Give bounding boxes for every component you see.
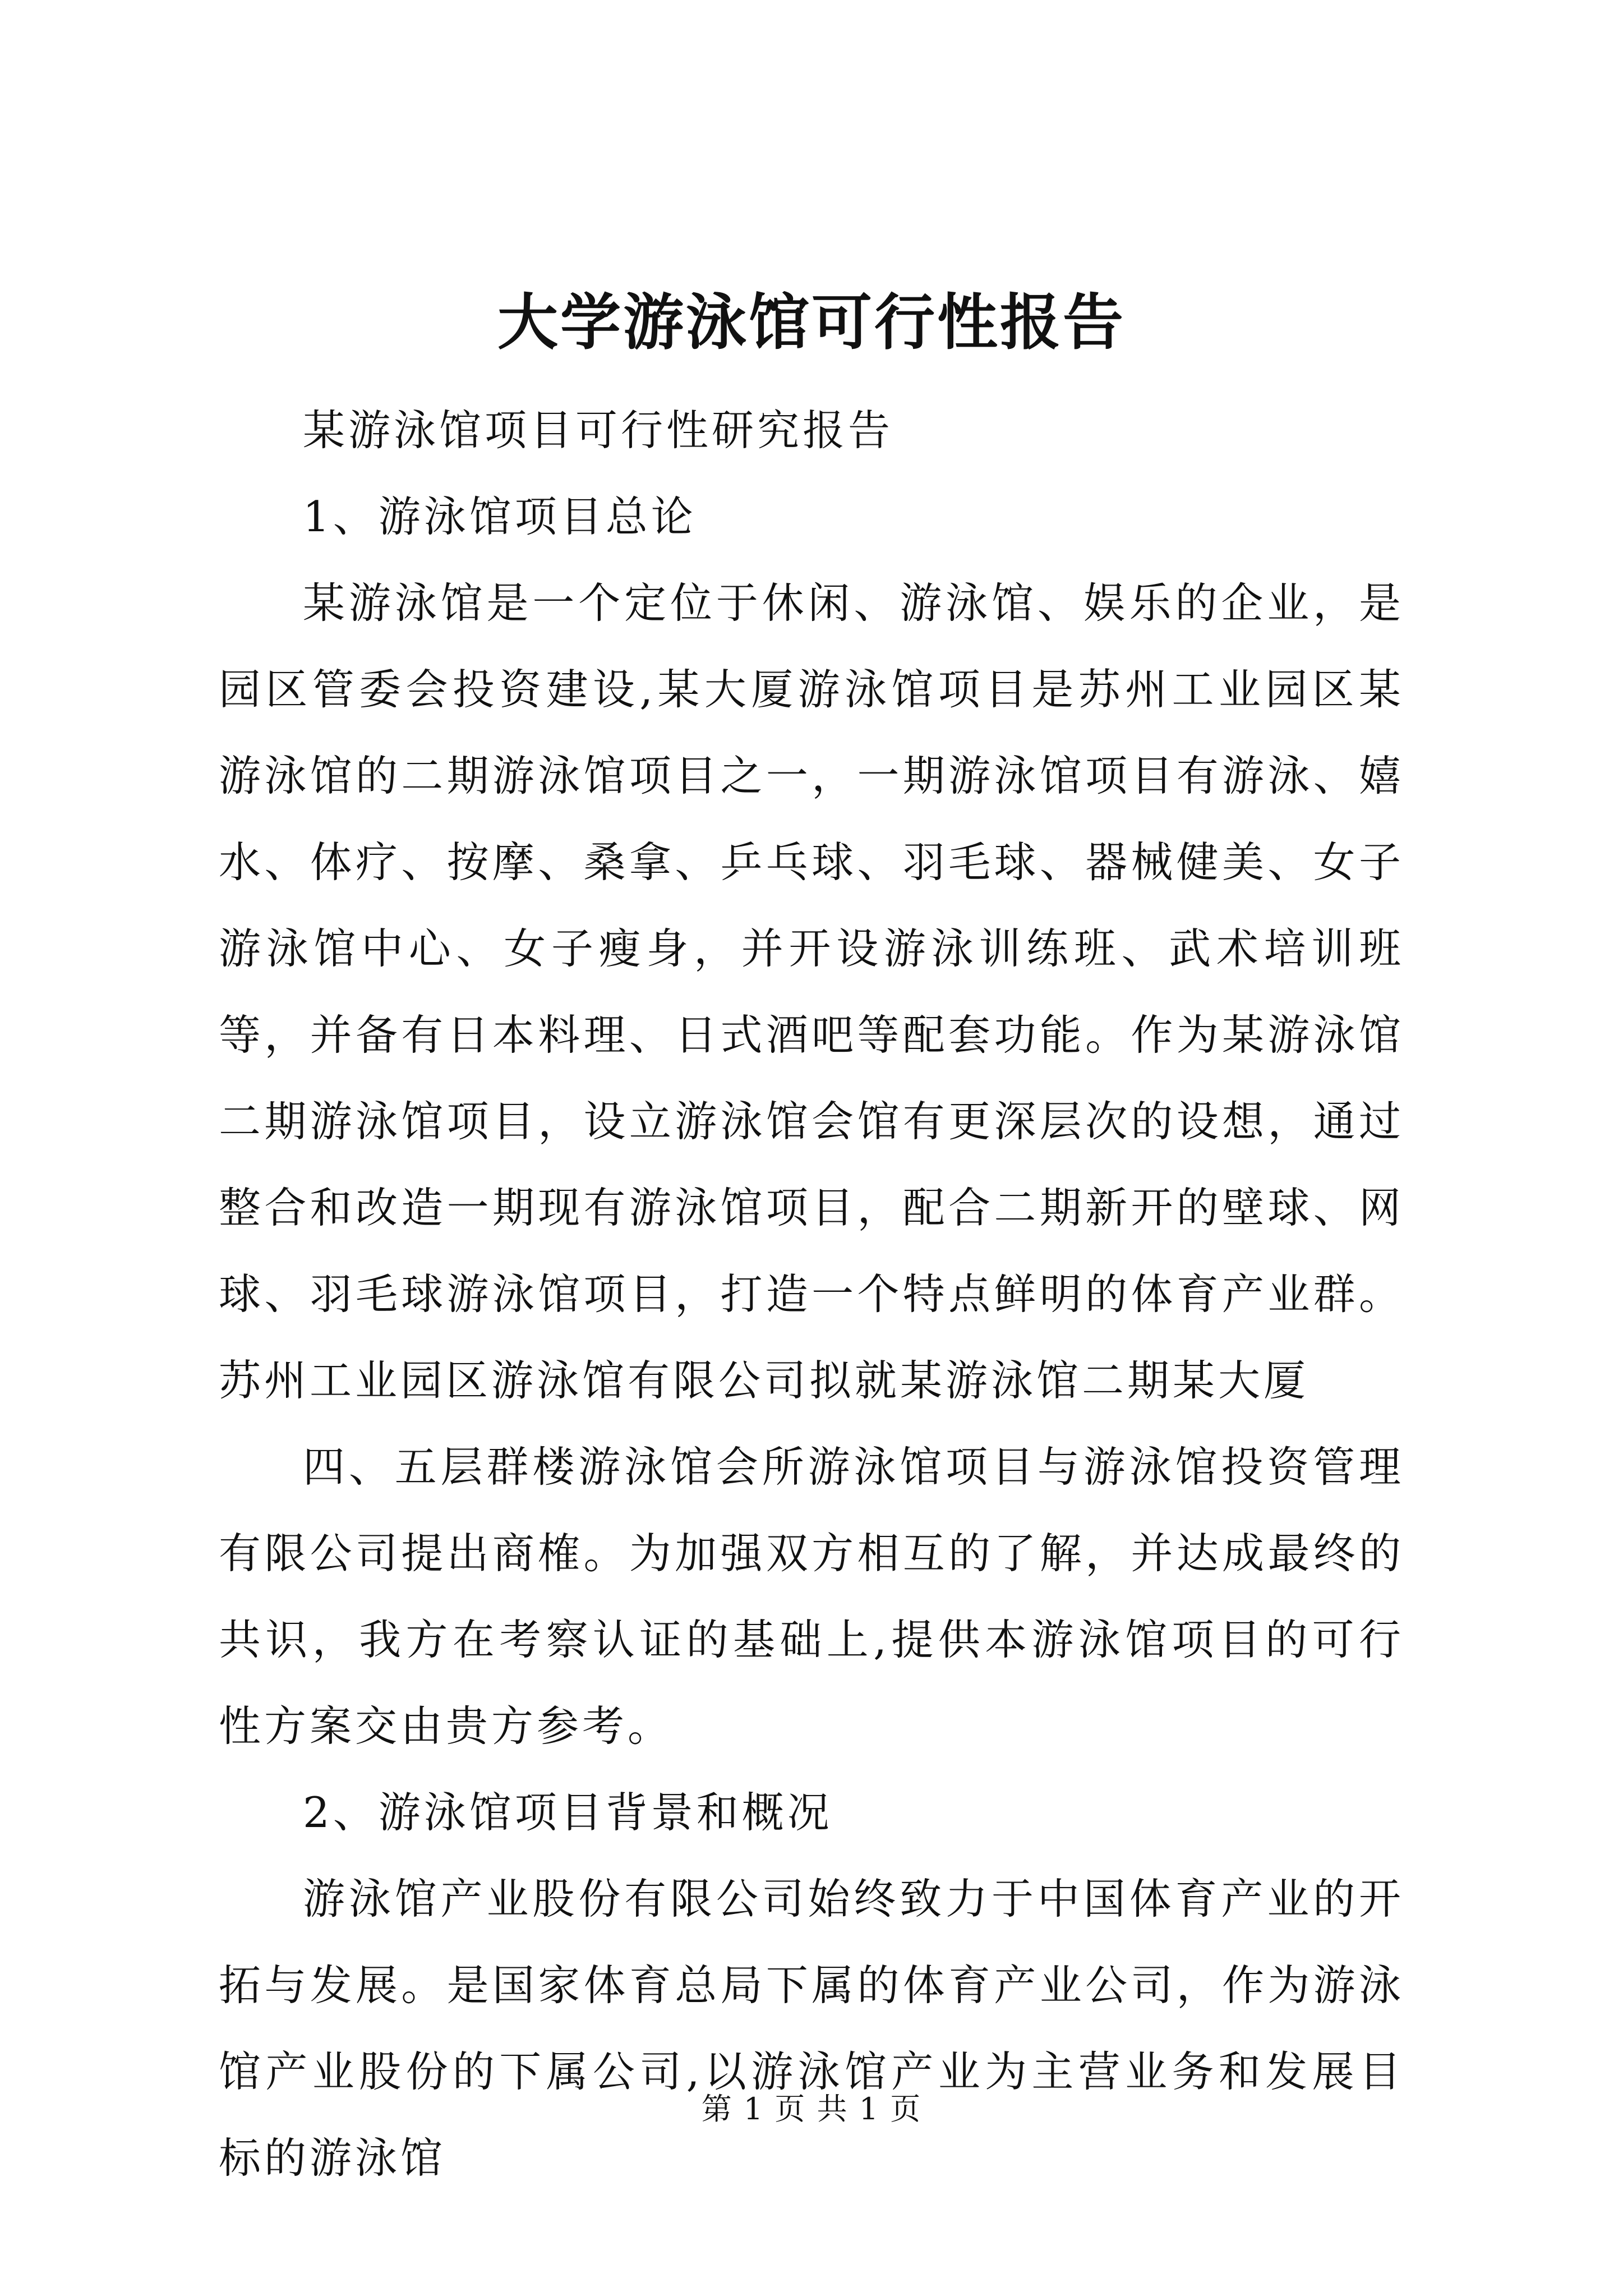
document-body <box>219 387 1404 2201</box>
document-title: 大学游泳馆可行性报告 <box>497 287 1126 358</box>
page-footer: 第 1 页 共 1 页 <box>701 2091 922 2127</box>
heading-section-1: 1、游泳馆项目总论 <box>303 492 697 541</box>
paragraph-subtitle: 某游泳馆项目可行性研究报告 <box>303 406 894 455</box>
heading-section-2: 2、游泳馆项目背景和概况 <box>303 1788 833 1837</box>
paragraph-overview: 某游泳馆是一个定位于休闲、游泳馆、娱乐的企业，是园区管委会投资建设,某大厦游泳馆项目是苏州工业园区某游泳馆的二期游泳馆项目之一，一期游泳馆项目有游泳、嬉水、体疗、按摩、桑拿、乒乓球、羽毛球、器械健美、女子游泳馆中心、女子瘦身，并开设游泳训练班、武术培训班等，并备有日本料理、日式酒吧等配套功能。作为某游泳馆二期游泳馆项目，设立游泳馆会馆有更深层次的设想，通过整合和改造一期现有游泳馆项目，配合二期新开的壁球、网球、羽毛球游泳馆项目，打造一个特点鲜明的体育产业群。苏州工业园区游泳馆有限公司拟就某游泳馆二期某大厦 <box>219 578 1404 1405</box>
paragraph-background: 游泳馆产业股份有限公司始终致力于中国体育产业的开拓与发展。是国家体育总局下属的体育产业公司，作为游泳馆产业股份的下属公司,以游泳馆产业为主营业务和发展目标的游泳馆 <box>219 1874 1404 2183</box>
paragraph-negotiation: 四、五层群楼游泳馆会所游泳馆项目与游泳馆投资管理有限公司提出商榷。为加强双方相互的了解，并达成最终的共识，我方在考察认证的基础上,提供本游泳馆项目的可行性方案交由贵方参考。 <box>219 1442 1404 1751</box>
